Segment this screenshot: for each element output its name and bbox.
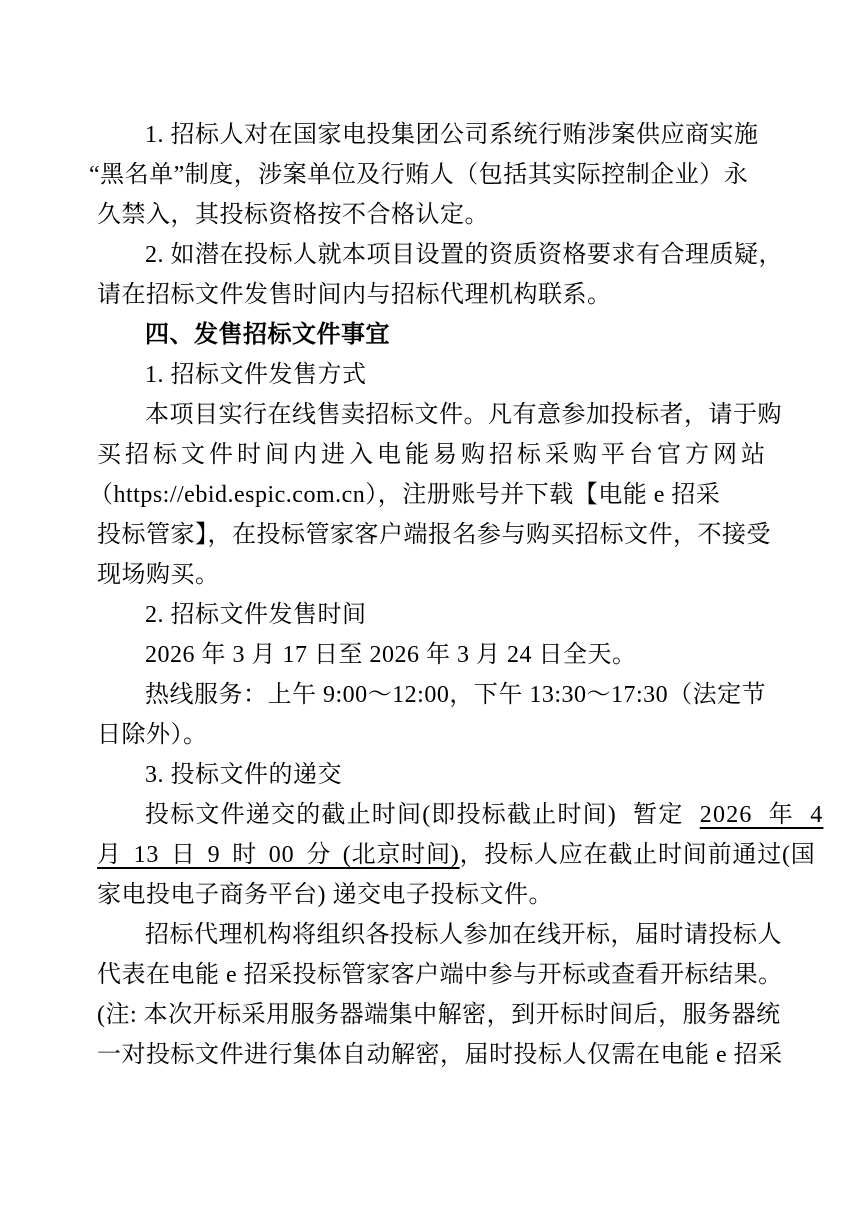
item-2-hotline-line-2: 日除外）。 <box>97 722 208 748</box>
item-2-heading: 2. 招标文件发售时间 <box>145 602 367 628</box>
item-1-line-3-platform-url: （https://ebid.espic.com.cn），注册账号并下载【电能 e 招采 <box>89 482 721 508</box>
item-3-deadline-line-3: 家电投电子商务平台) 递交电子投标文件。 <box>97 882 553 908</box>
item-1-line-1: 本项目实行在线售卖招标文件。凡有意参加投标者，请于购 <box>145 402 782 428</box>
item-1-line-5: 现场购买。 <box>97 562 220 588</box>
item-1-line-2: 买招标文件时间内进入电能易购招标采购平台官方网站 <box>97 442 769 468</box>
clause-1-line-3: 久禁入，其投标资格按不合格认定。 <box>97 202 489 228</box>
section-4-heading: 四、发售招标文件事宜 <box>145 322 390 348</box>
deadline-prefix-text: 投标文件递交的截止时间(即投标截止时间) 暂定 <box>145 802 700 828</box>
clause-1-line-1: 1. 招标人对在国家电投集团公司系统行贿涉案供应商实施 <box>145 122 759 148</box>
item-1-line-4: 投标管家】，在投标管家客户端报名参与购买招标文件，不接受 <box>97 522 771 548</box>
item-2-sale-period: 2026 年 3 月 17 日至 2026 年 3 月 24 日全天。 <box>145 642 637 668</box>
opening-note-line-3: (注: 本次开标采用服务器端集中解密，到开标时间后，服务器统 <box>97 1002 781 1028</box>
clause-2-line-1: 2. 如潜在投标人就本项目设置的资质资格要求有合理质疑， <box>145 242 783 268</box>
item-3-deadline-line-1 <box>97 795 824 835</box>
clause-1-line-2: “黑名单”制度，涉案单位及行贿人（包括其实际控制企业）永 <box>89 162 749 188</box>
clause-2-line-2: 请在招标文件发售时间内与招标代理机构联系。 <box>97 282 612 308</box>
deadline-date-underlined: 2026 年 4 <box>699 802 824 828</box>
opening-note-line-4: 一对投标文件进行集体自动解密，届时投标人仅需在电能 e 招采 <box>97 1042 783 1068</box>
item-1-heading: 1. 招标文件发售方式 <box>145 362 367 388</box>
document-content <box>89 115 824 1075</box>
item-2-hotline-line-1: 热线服务：上午 9:00～12:00，下午 13:30～17:30（法定节 <box>145 682 767 708</box>
item-3-deadline-line-2 <box>97 835 816 875</box>
opening-note-line-1: 招标代理机构将组织各投标人参加在线开标，届时请投标人 <box>145 922 782 948</box>
opening-note-line-2: 代表在电能 e 招采投标管家客户端中参与开标或查看开标结果。 <box>97 962 783 988</box>
deadline-suffix-text: ，投标人应在截止时间前通过(国 <box>459 842 816 868</box>
item-3-heading: 3. 投标文件的递交 <box>145 762 342 788</box>
deadline-time-underlined: 月 13 日 9 时 00 分 (北京时间) <box>97 842 460 868</box>
